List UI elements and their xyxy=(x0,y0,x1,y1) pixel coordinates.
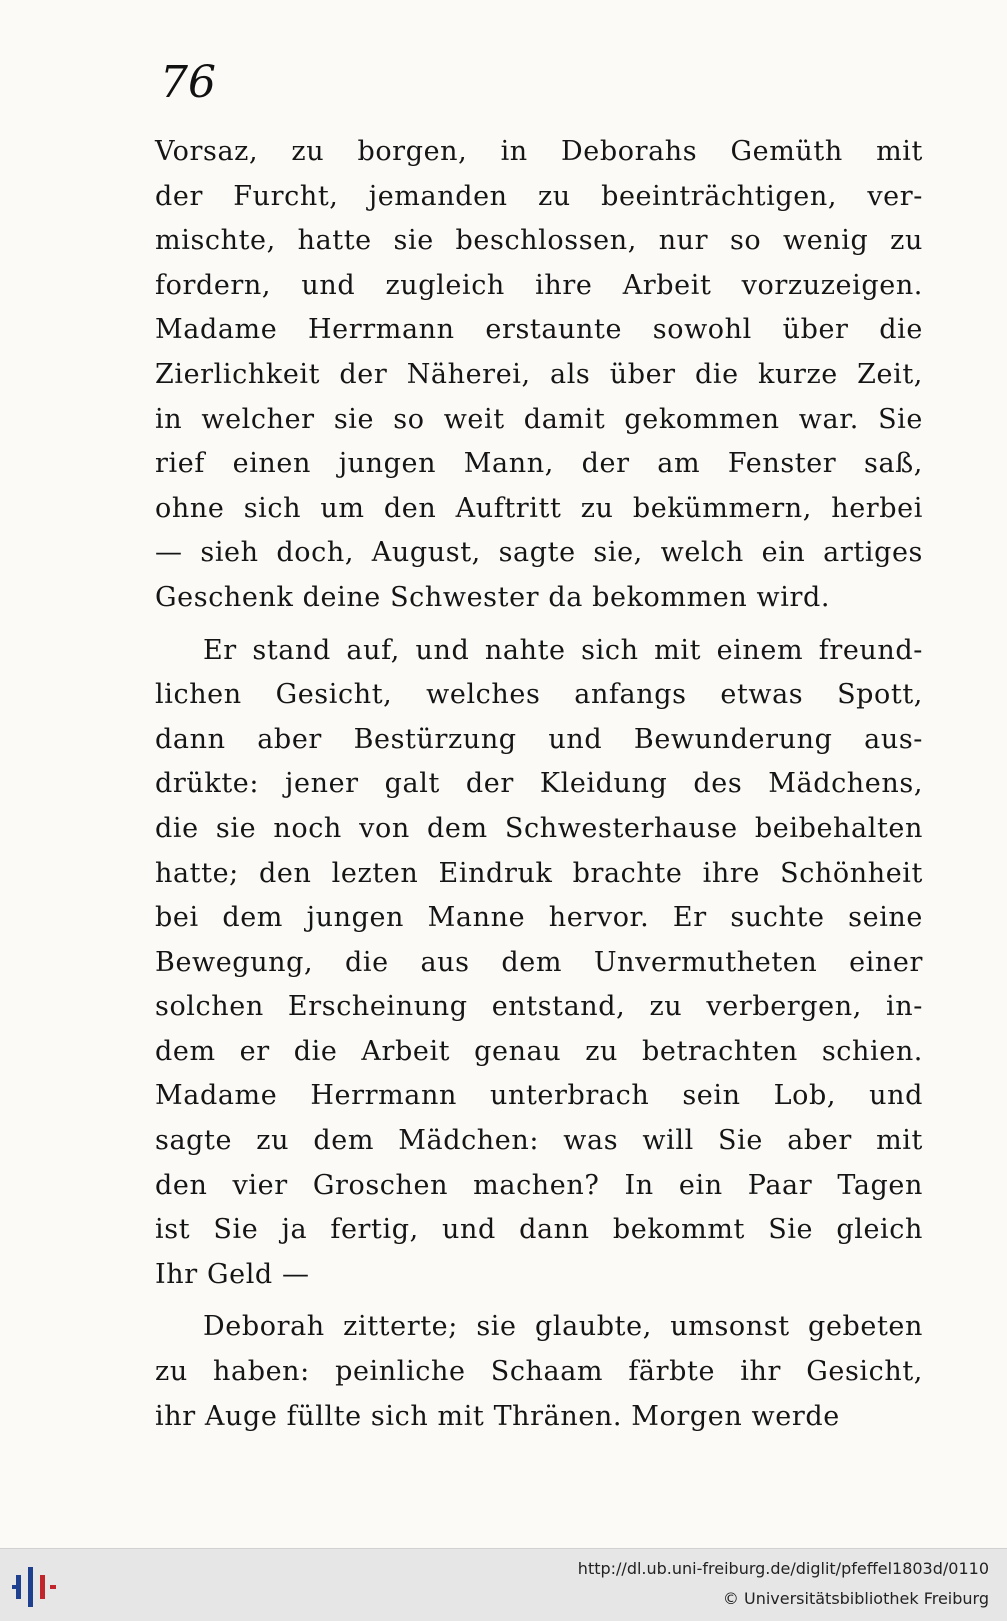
text-line: Ihr Geld — xyxy=(155,1258,310,1290)
text-line: ist Sie ja fertig, und dann bekommt Sie gleich xyxy=(155,1214,923,1246)
text-line: Bewegung, die aus dem Unvermutheten einer xyxy=(155,946,923,978)
text-line: Madame Herrmann unterbrach sein Lob, und xyxy=(155,1080,923,1112)
source-url-link[interactable]: http://dl.ub.uni-freiburg.de/diglit/pfeffel1803d/0110 xyxy=(577,1559,989,1578)
text-line: — sieh doch, August, sagte sie, welch ein artiges xyxy=(155,537,923,569)
paragraph-gap xyxy=(155,621,923,629)
text-line: Madame Herrmann erstaunte sowohl über die xyxy=(155,314,923,346)
text-line: ihr Auge füllte sich mit Thränen. Morgen werde xyxy=(155,1400,840,1432)
text-line: den vier Groschen machen? In ein Paar Tagen xyxy=(155,1169,923,1201)
paragraph-gap xyxy=(155,1297,923,1305)
text-line: rief einen jungen Mann, der am Fenster saß, xyxy=(155,448,923,480)
text-line: Zierlichkeit der Näherei, als über die kurze Zeit, xyxy=(155,358,923,390)
text-line: in welcher sie so weit damit gekommen war. Sie xyxy=(155,403,923,435)
text-line: die sie noch von dem Schwesterhause beibehalten xyxy=(155,812,923,844)
text-line: drükte: jener galt der Kleidung des Mädchens, xyxy=(155,768,923,800)
text-line: dann aber Bestürzung und Bewunderung aus- xyxy=(155,723,923,755)
body-text xyxy=(155,130,923,1439)
page-number: 76 xyxy=(160,57,216,108)
text-line: lichen Gesicht, welches anfangs etwas Spott, xyxy=(155,679,923,711)
text-line: bei dem jungen Manne hervor. Er suchte seine xyxy=(155,902,923,934)
text-line: Er stand auf, und nahte sich mit einem freund- xyxy=(203,634,923,666)
text-line: zu haben: peinliche Schaam färbte ihr Gesicht, xyxy=(155,1356,923,1388)
ub-freiburg-logo-icon[interactable] xyxy=(10,1565,70,1609)
text-line: dem er die Arbeit genau zu betrachten schien. xyxy=(155,1035,923,1067)
copyright-notice: © Universitätsbibliothek Freiburg xyxy=(722,1589,989,1608)
text-line: Deborah zitterte; sie glaubte, umsonst gebeten xyxy=(203,1311,923,1343)
text-line: mischte, hatte sie beschlossen, nur so wenig zu xyxy=(155,225,923,257)
viewer-footer xyxy=(0,1548,1007,1621)
text-line: ohne sich um den Auftritt zu bekümmern, herbei xyxy=(155,492,923,524)
text-line: der Furcht, jemanden zu beeinträchtigen, ver- xyxy=(155,180,923,212)
text-line: hatte; den lezten Eindruk brachte ihre Schönheit xyxy=(155,857,923,889)
text-line: sagte zu dem Mädchen: was will Sie aber mit xyxy=(155,1125,923,1157)
text-line: fordern, und zugleich ihre Arbeit vorzuzeigen. xyxy=(155,269,923,301)
text-line: solchen Erscheinung entstand, zu verbergen, in- xyxy=(155,991,923,1023)
text-line: Vorsaz, zu borgen, in Deborahs Gemüth mit xyxy=(155,136,923,167)
text-line: Geschenk deine Schwester da bekommen wird. xyxy=(155,581,831,613)
